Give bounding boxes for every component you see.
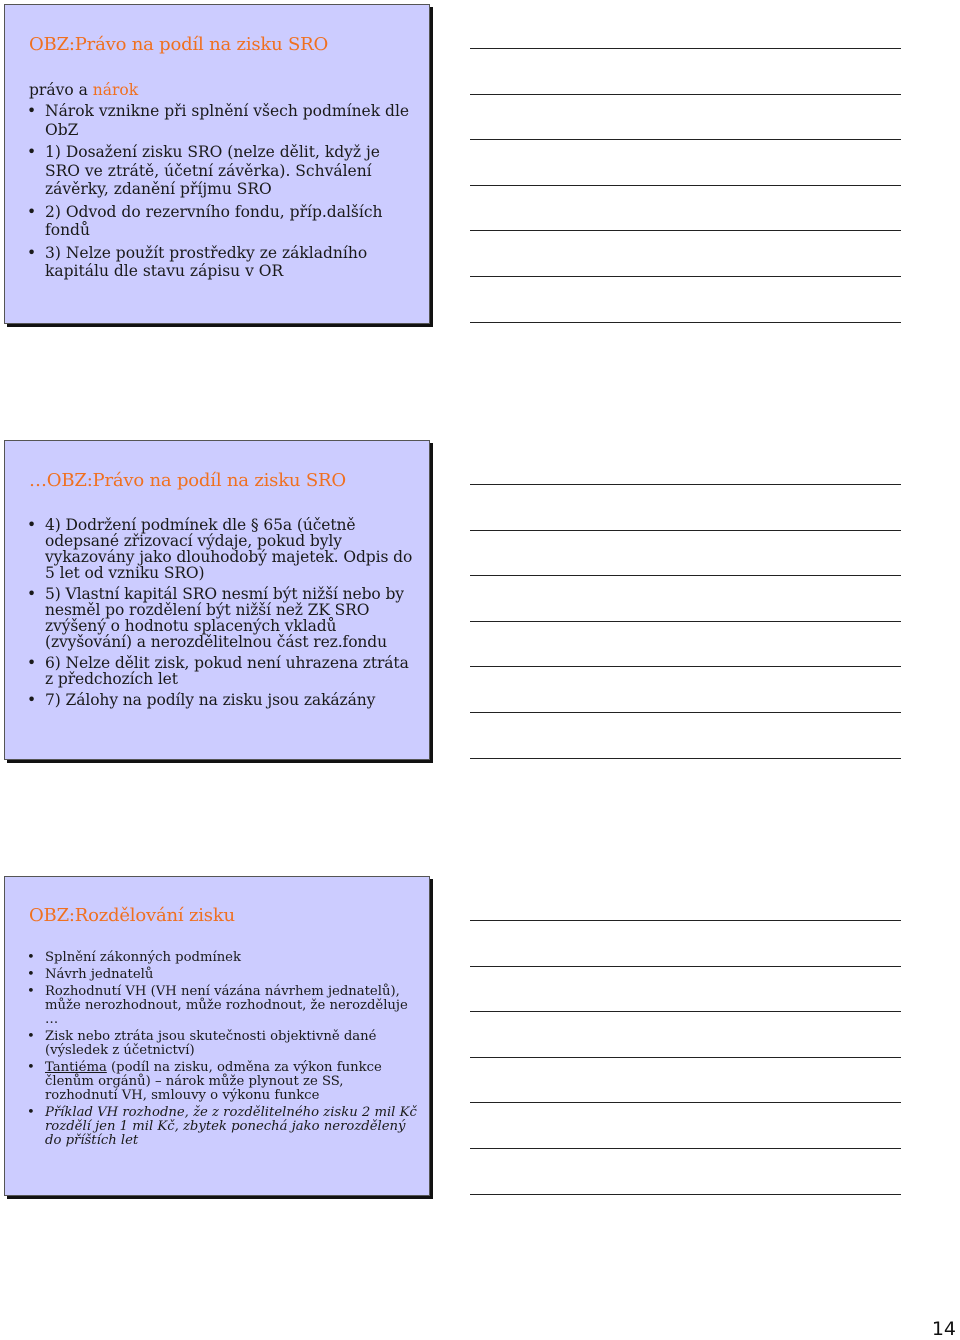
list-item: • 7) Zálohy na podíly na zisku jsou zakázány: [23, 692, 417, 708]
note-line: [470, 920, 901, 921]
slide-2: [4, 440, 430, 760]
list-item: • Splnění zákonných podmínek: [23, 951, 417, 965]
page-number: 14: [931, 1318, 956, 1340]
list-item: • Rozhodnutí VH (VH není vázána návrhem jednatelů), může nerozhodnout, může rozhodnout, že nerozděluje …: [23, 985, 417, 1027]
note-line: [470, 139, 901, 140]
slide-1: [4, 4, 430, 324]
note-line: [470, 712, 901, 713]
slide-1-title: OBZ:Právo na podíl na zisku SRO: [29, 34, 329, 55]
note-line: [470, 230, 901, 231]
slide-3-title: OBZ:Rozdělování zisku: [29, 905, 235, 926]
note-line: [470, 185, 901, 186]
tantiema-definition: (podíl na zisku, odměna za výkon funkce členům orgánů) – nárok může plynout ze SS, rozhodnutí VH, smlouvy o výkonu funkce: [45, 1060, 382, 1103]
note-line: [470, 322, 901, 323]
slide-1-bullet-list: [23, 102, 417, 285]
note-line: [470, 530, 901, 531]
list-item: • Nárok vznikne při splnění všech podmínek dle ObZ: [23, 102, 417, 139]
list-item: • 6) Nelze dělit zisk, pokud není uhrazena ztráta z předchozích let: [23, 655, 417, 687]
list-item-example: • Příklad VH rozhodne, že z rozdělitelného zisku 2 mil Kč rozdělí jen 1 mil Kč, zbytek ponechá jako nerozdělený do příštích let: [23, 1106, 417, 1148]
note-line: [470, 1011, 901, 1012]
note-line: [470, 966, 901, 967]
note-line: [470, 276, 901, 277]
note-line: [470, 1057, 901, 1058]
note-line: [470, 48, 901, 49]
list-item: • 3) Nelze použít prostředky ze základního kapitálu dle stavu zápisu v OR: [23, 244, 417, 281]
slide-1-intro: [29, 81, 138, 99]
list-item: • 1) Dosažení zisku SRO (nelze dělit, když je SRO ve ztrátě, účetní závěrka). Schválení závěrky, zdanění příjmu SRO: [23, 143, 417, 199]
note-line: [470, 1148, 901, 1149]
list-item: • 5) Vlastní kapitál SRO nesmí být nižší nebo by nesměl po rozdělení být nižší než ZK SRO zvýšený o hodnotu splacených vkladů (zvyšování) a nerozdělitelnou část rez.fondu: [23, 586, 417, 650]
note-line: [470, 666, 901, 667]
note-line: [470, 1194, 901, 1195]
slide-2-title: …OBZ:Právo na podíl na zisku SRO: [29, 470, 346, 491]
slide-3: [4, 876, 430, 1196]
tantiema-term: Tantiéma: [45, 1060, 107, 1075]
note-line: [470, 1102, 901, 1103]
note-line: [470, 575, 901, 576]
intro-keyword: nárok: [92, 81, 139, 99]
notes-lines-2: [470, 484, 901, 760]
intro-text: právo a: [29, 81, 93, 99]
note-line: [470, 621, 901, 622]
list-item: • Zisk nebo ztráta jsou skutečnosti objektivně dané (výsledek z účetnictví): [23, 1030, 417, 1058]
slide-2-bullet-list: [23, 517, 417, 713]
note-line: [470, 94, 901, 95]
slide-3-bullet-list: [23, 951, 417, 1151]
list-item: • 2) Odvod do rezervního fondu, příp.dalších fondů: [23, 203, 417, 240]
list-item: • Návrh jednatelů: [23, 968, 417, 982]
note-line: [470, 758, 901, 759]
list-item-tantiema: [23, 1061, 417, 1103]
notes-lines-3: [470, 920, 901, 1196]
notes-lines-1: [470, 48, 901, 324]
note-line: [470, 484, 901, 485]
list-item: • 4) Dodržení podmínek dle § 65a (účetně odepsané zřizovací výdaje, pokud byly vykazovány jako dlouhodobý majetek. Odpis do 5 let od vzniku SRO): [23, 517, 417, 581]
